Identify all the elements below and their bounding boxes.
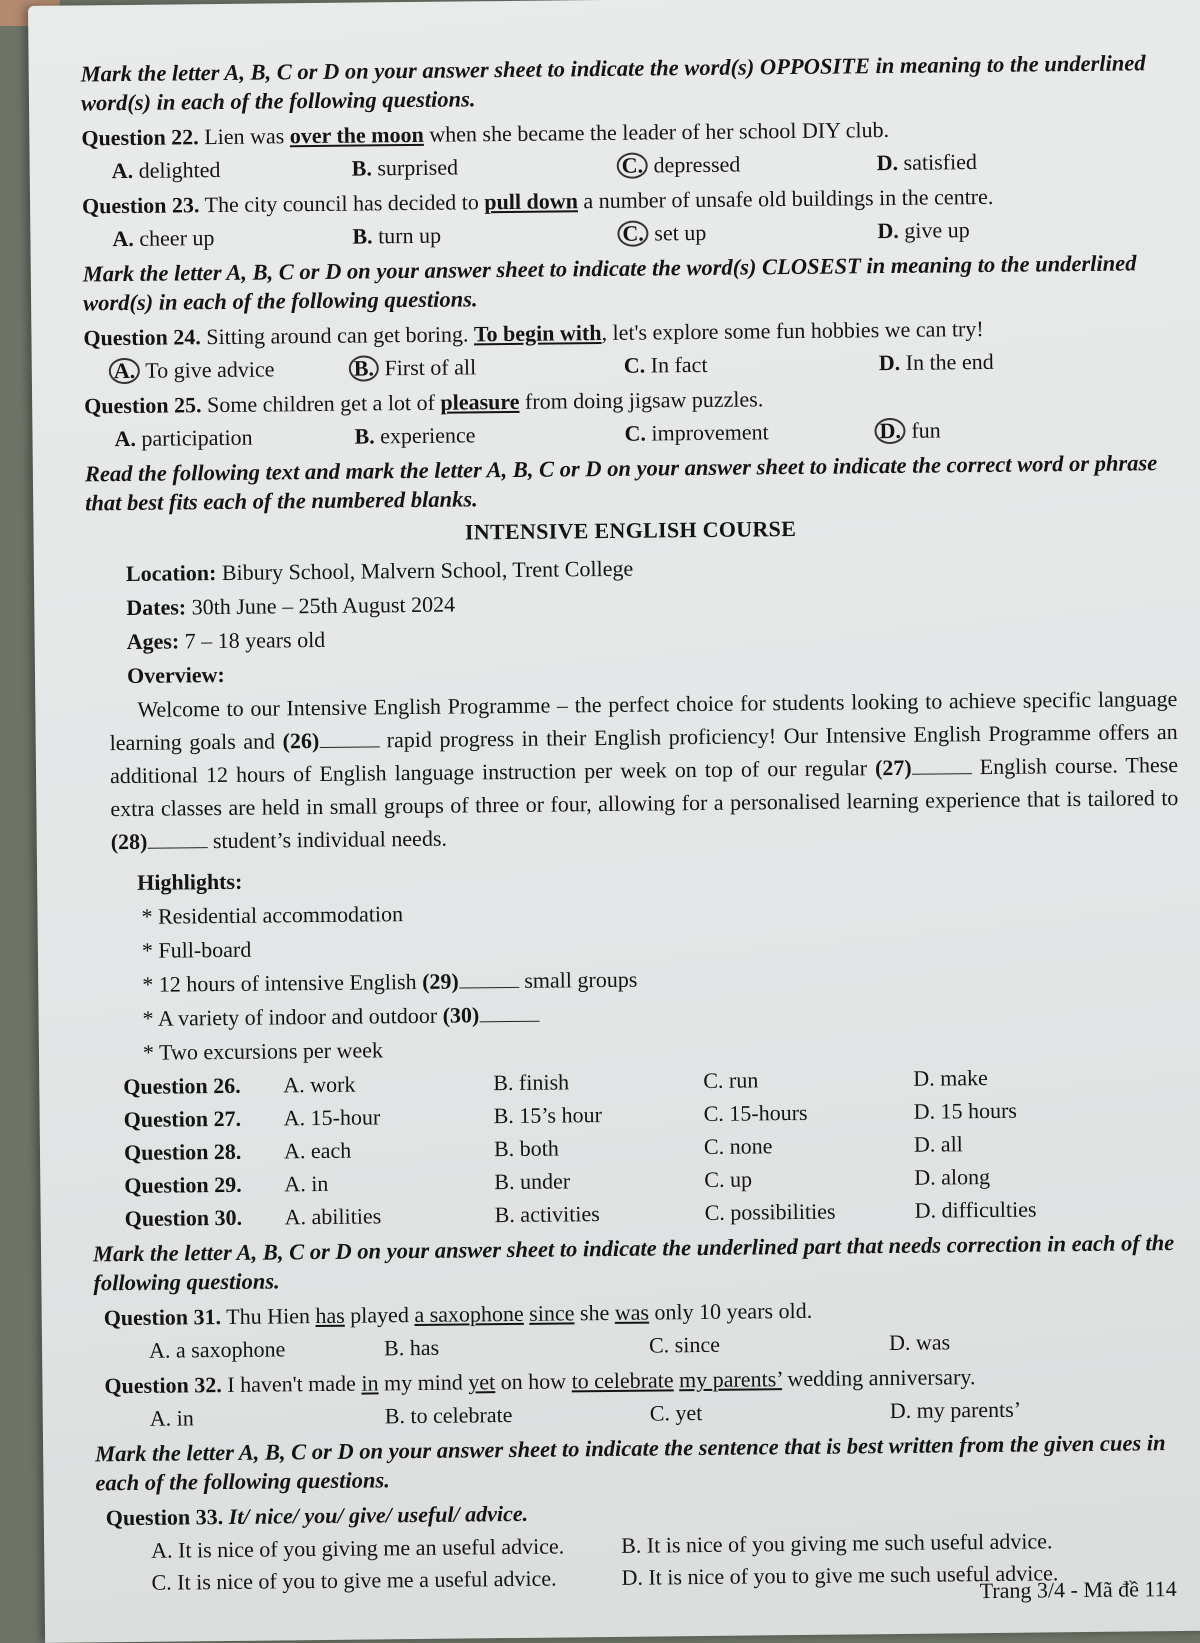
question-23: Question 23. The city council has decided to pull down a number of unsafe old buildings in the centre. [81, 183, 994, 219]
course-info [86, 546, 1177, 693]
option-d: D. my parents’ [889, 1396, 1022, 1424]
overview-label: Overview: [126, 661, 225, 688]
highlight-item: * Full-board [138, 923, 1180, 968]
blank-line [147, 829, 207, 849]
underlined-phrase: To begin with [473, 320, 602, 347]
option-d: D. satisfied [876, 149, 978, 176]
option-c: C. In fact [623, 351, 708, 378]
ages-line: Ages: 7 – 18 years old [126, 626, 326, 655]
questions-26-30 [91, 1059, 1183, 1235]
option-c: C. 15-hours [703, 1099, 808, 1126]
option-c: C. since [648, 1331, 721, 1358]
option-d: D. make [913, 1065, 988, 1091]
answer-circle-mark: D. [874, 418, 906, 444]
section-instruction-correction: Mark the letter A, B, C or D on your answer sheet to indicate the underlined part that needs correction in each of the following questions. [92, 1230, 1175, 1296]
option-a: A. a saxophone [148, 1336, 286, 1363]
underlined-phrase: over the moon [289, 121, 424, 149]
blank-line [319, 728, 379, 748]
option-c: C. none [703, 1133, 773, 1159]
option-d: D. give up [877, 217, 970, 244]
highlight-item: * Two excursions per week [139, 1025, 1181, 1070]
option-b: B. turn up [352, 222, 442, 249]
question-33: Question 33. It/ nice/ you/ give/ useful/ advice. [105, 1500, 529, 1531]
question-number: Question 24. [83, 324, 201, 351]
question-text: when she became the leader of her school DIY club. [423, 116, 890, 147]
blank-number: (28) [110, 828, 148, 855]
option-b: B. 15’s hour [493, 1102, 602, 1129]
option-c: C. It is nice of you to give me a useful advice. [151, 1565, 557, 1595]
page-footer: Trang 3/4 - Mã đề 114 [979, 1576, 1177, 1604]
option-b: B. finish [493, 1069, 570, 1096]
question-text: Lien was [198, 123, 290, 150]
option-a: A. cheer up [112, 225, 215, 252]
option-b: B. both [493, 1135, 559, 1162]
question-label: Question 28. [123, 1138, 242, 1166]
course-title: INTENSIVE ENGLISH COURSE [464, 515, 797, 545]
question-label: Question 26. [123, 1072, 241, 1100]
option-d: D. It is nice of you to give me such useful advice. [621, 1560, 1059, 1590]
underlined-phrase: pleasure [440, 388, 520, 415]
question-number: Question 23. [81, 192, 200, 219]
question-number: Question 32. [104, 1372, 222, 1399]
blank-number: (27) [874, 754, 912, 781]
option-c: C. up [704, 1166, 753, 1192]
option-a: A. 15-hour [283, 1104, 381, 1131]
option-a: A. participation [114, 424, 253, 452]
page-content [81, 44, 1187, 1599]
option-d: D. was [888, 1329, 951, 1356]
question-32: Question 32. I haven't made in my mind yet on how to celebrate my parents’ wedding anniversary. [104, 1364, 976, 1399]
highlight-item: * A variety of indoor and outdoor (30) [138, 991, 1180, 1036]
question-number: Question 22. [81, 124, 199, 151]
option-a: A. It is nice of you giving me an useful advice. [151, 1533, 565, 1563]
question-31: Question 31. Thu Hien has played a saxophone since she was only 10 years old. [103, 1297, 813, 1331]
option-b: B. to celebrate [384, 1402, 513, 1429]
section-instruction-cloze: Read the following text and mark the letter A, B, C or D on your answer sheet to indicate the correct word or phrase that best fits each of the numbered blanks. [84, 450, 1158, 516]
option-b: B. It is nice of you giving me such useful advice. [621, 1528, 1053, 1558]
question-number: Question 31. [103, 1304, 222, 1331]
option-a: A. To give advice [114, 353, 354, 388]
option-b: B. experience [354, 422, 476, 449]
section-instruction-closest: Mark the letter A, B, C or D on your answer sheet to indicate the word(s) CLOSEST in meaning to the underlined word(s) in each of the following questions. [82, 250, 1137, 316]
exam-page [28, 0, 1200, 1643]
option-b: B. under [494, 1168, 571, 1195]
location-line: Location: Bibury School, Malvern School, Trent College [125, 555, 634, 587]
highlights-label: Highlights: [137, 868, 243, 895]
question-24: Question 24. Sitting around can get boring. To begin with, let's explore some fun hobbies we can try! [83, 316, 984, 351]
option-d: D. 15 hours [913, 1097, 1018, 1124]
option-d: D. fun [879, 413, 1119, 448]
option-c: C. set up [622, 215, 877, 250]
underlined-phrase: pull down [484, 188, 579, 215]
option-d: D. difficulties [914, 1196, 1037, 1223]
highlight-item: * Residential accommodation [137, 889, 1179, 934]
option-b: B. activities [494, 1201, 600, 1228]
blank-number: (26) [282, 727, 320, 754]
option-a: A. in [149, 1405, 194, 1431]
option-b: B. has [383, 1334, 440, 1361]
dates-line: Dates: 30th June – 25th August 2024 [126, 591, 456, 621]
option-d: D. all [913, 1131, 963, 1157]
section-instruction-opposite: Mark the letter A, B, C or D on your answer sheet to indicate the word(s) OPPOSITE in meaning to the underlined word(s) in each of the following questions. [80, 50, 1146, 116]
highlight-item: * 12 hours of intensive English (29) small groups [138, 957, 1180, 1002]
answer-circle-mark: B. [349, 355, 379, 381]
option-a: A. abilities [284, 1203, 382, 1230]
option-a: A. delighted [111, 156, 221, 184]
option-a: A. each [283, 1137, 352, 1164]
overview-paragraph: Welcome to our Intensive English Programme – the perfect choice for students looking to achieve specific language learning goals and (26) rapid progress in their English proficiency! Our Intensive English Programme offers an additional 12 hours of English language instruction per week on top of our regular (27) English course. These extra classes are held in small groups of three or four, allowing for a personalised learning experience that is tailored to (28) student’s individual needs. [109, 686, 1179, 855]
option-d: D. along [914, 1163, 991, 1190]
question-label: Question 30. [124, 1204, 243, 1232]
question-label: Question 29. [124, 1171, 242, 1199]
option-c: C. improvement [624, 419, 769, 446]
option-a: A. work [283, 1071, 356, 1098]
answer-circle-mark: C. [617, 221, 649, 247]
question-number: Question 33. [105, 1504, 224, 1531]
highlights [89, 855, 1181, 1070]
option-c: C. run [703, 1067, 759, 1093]
question-number: Question 25. [84, 392, 202, 419]
question-25: Question 25. Some children get a lot of pleasure from doing jigsaw puzzles. [84, 386, 764, 419]
option-b: B. First of all [354, 350, 624, 385]
option-a: A. in [284, 1170, 329, 1197]
option-d: D. In the end [878, 348, 994, 376]
option-c: C. yet [649, 1400, 703, 1426]
option-c: C. possibilities [704, 1198, 836, 1225]
answer-circle-mark: A. [109, 358, 141, 384]
answer-circle-mark: C. [617, 153, 649, 179]
section-instruction-sentence: Mark the letter A, B, C or D on your answer sheet to indicate the sentence that is best written from the given cues in each of the following questions. [95, 1430, 1166, 1496]
blank-line [912, 755, 972, 775]
question-label: Question 27. [123, 1105, 242, 1133]
option-b: B. surprised [351, 154, 459, 181]
option-c: C. depressed [622, 147, 877, 182]
